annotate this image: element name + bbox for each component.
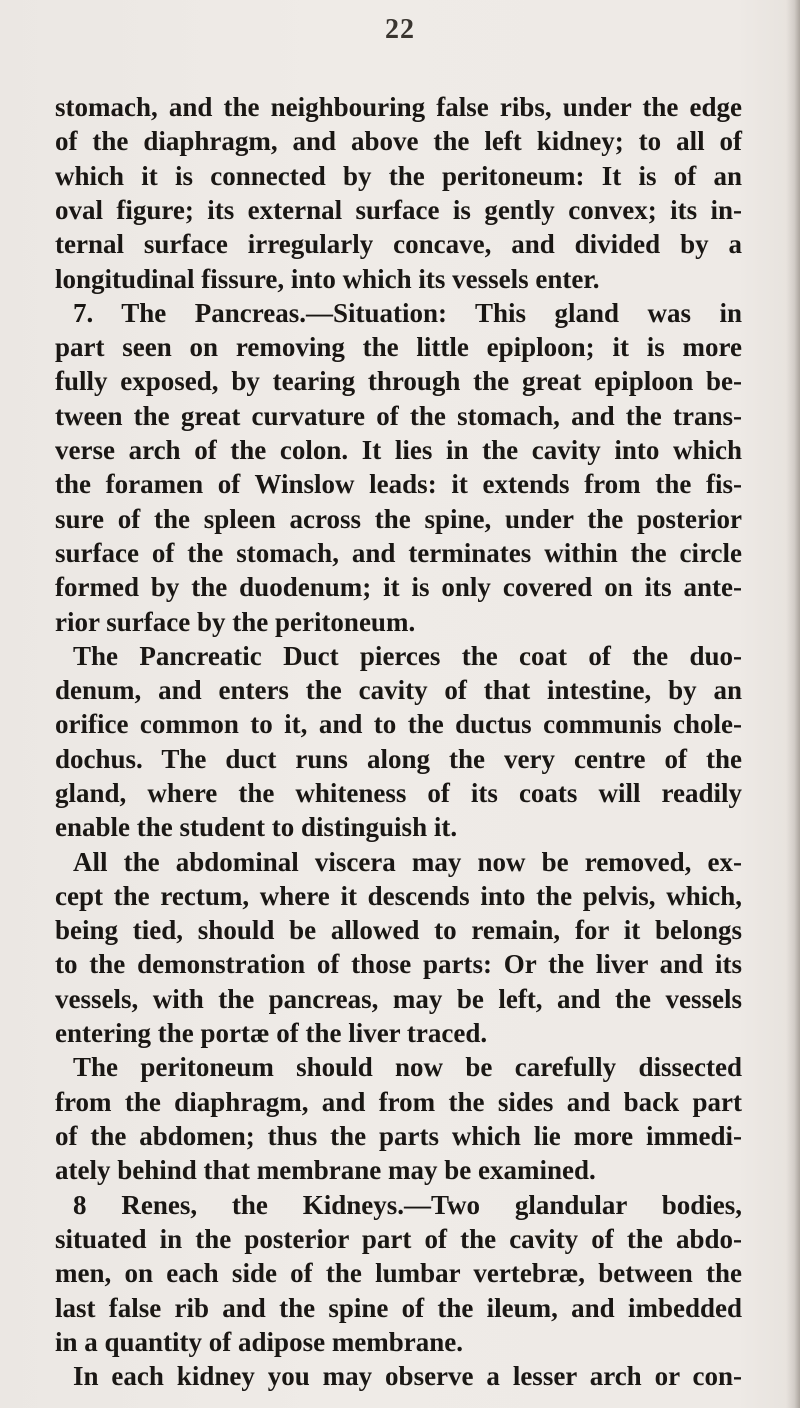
text-line: cept the rectum, where it descends into the pelvis, which, — [55, 881, 742, 911]
text-line: fully exposed, by tearing through the great epiploon be- — [55, 366, 742, 396]
text-line: surface of the stomach, and terminates within the circle — [55, 538, 742, 568]
text-line: 8 Renes, the Kidneys.—Two glandular bodies, — [73, 1190, 742, 1220]
text-line: tween the great curvature of the stomach, and the trans- — [55, 401, 742, 431]
text-line: situated in the posterior part of the cavity of the abdo- — [55, 1224, 742, 1254]
page-number: 22 — [385, 14, 415, 45]
text-line: formed by the duodenum; it is only covered on its ante- — [55, 572, 742, 602]
text-line: last false rib and the spine of the ileum, and imbedded — [55, 1293, 742, 1323]
text-line: gland, where the whiteness of its coats will readily — [55, 778, 742, 808]
text-line: ately behind that membrane may be examined. — [55, 1155, 596, 1185]
text-line: denum, and enters the cavity of that intestine, by an — [55, 675, 742, 705]
text-line: longitudinal fissure, into which its vessels enter. — [55, 264, 600, 294]
text-line: vessels, with the pancreas, may be left, and the vessels — [55, 984, 742, 1014]
text-line: entering the portæ of the liver traced. — [55, 1018, 488, 1048]
text-line: which it is connected by the peritoneum: It is of an — [55, 161, 742, 191]
text-line: from the diaphragm, and from the sides and back part — [55, 1087, 742, 1117]
text-line: in a quantity of adipose membrane. — [55, 1327, 464, 1357]
text-line: to the demonstration of those parts: Or the liver and its — [55, 949, 742, 979]
text-line: dochus. The duct runs along the very centre of the — [55, 744, 742, 774]
text-line: stomach, and the neighbouring false ribs, under the edge — [55, 92, 742, 122]
text-line: The peritoneum should now be carefully dissected — [73, 1052, 742, 1082]
text-line: verse arch of the colon. It lies in the cavity into which — [55, 435, 742, 465]
text-line: In each kidney you may observe a lesser arch or con- — [73, 1361, 742, 1391]
text-line: of the diaphragm, and above the left kidney; to all of — [55, 126, 742, 156]
text-line: enable the student to distinguish it. — [55, 812, 458, 842]
text-line: orifice common to it, and to the ductus communis chole- — [55, 709, 742, 739]
text-line: sure of the spleen across the spine, under the posterior — [55, 504, 742, 534]
text-line: oval figure; its external surface is gently convex; its in- — [55, 195, 742, 225]
text-line: the foramen of Winslow leads: it extends from the fis- — [55, 469, 742, 499]
text-line: of the abdomen; thus the parts which lie more immedi- — [55, 1121, 742, 1151]
text-line: part seen on removing the little epiploon; it is more — [55, 332, 742, 362]
text-line: All the abdominal viscera may now be removed, ex- — [73, 847, 742, 877]
text-line: rior surface by the peritoneum. — [55, 607, 416, 637]
page-edge-shadow — [786, 0, 800, 1408]
text-line: The Pancreatic Duct pierces the coat of the duo- — [73, 641, 742, 671]
text-line: 7. The Pancreas.—Situation: This gland was in — [73, 298, 742, 328]
text-line: being tied, should be allowed to remain, for it belongs — [55, 915, 742, 945]
text-line: men, on each side of the lumbar vertebræ, between the — [55, 1258, 742, 1288]
text-line: ternal surface irregularly concave, and divided by a — [55, 229, 742, 259]
